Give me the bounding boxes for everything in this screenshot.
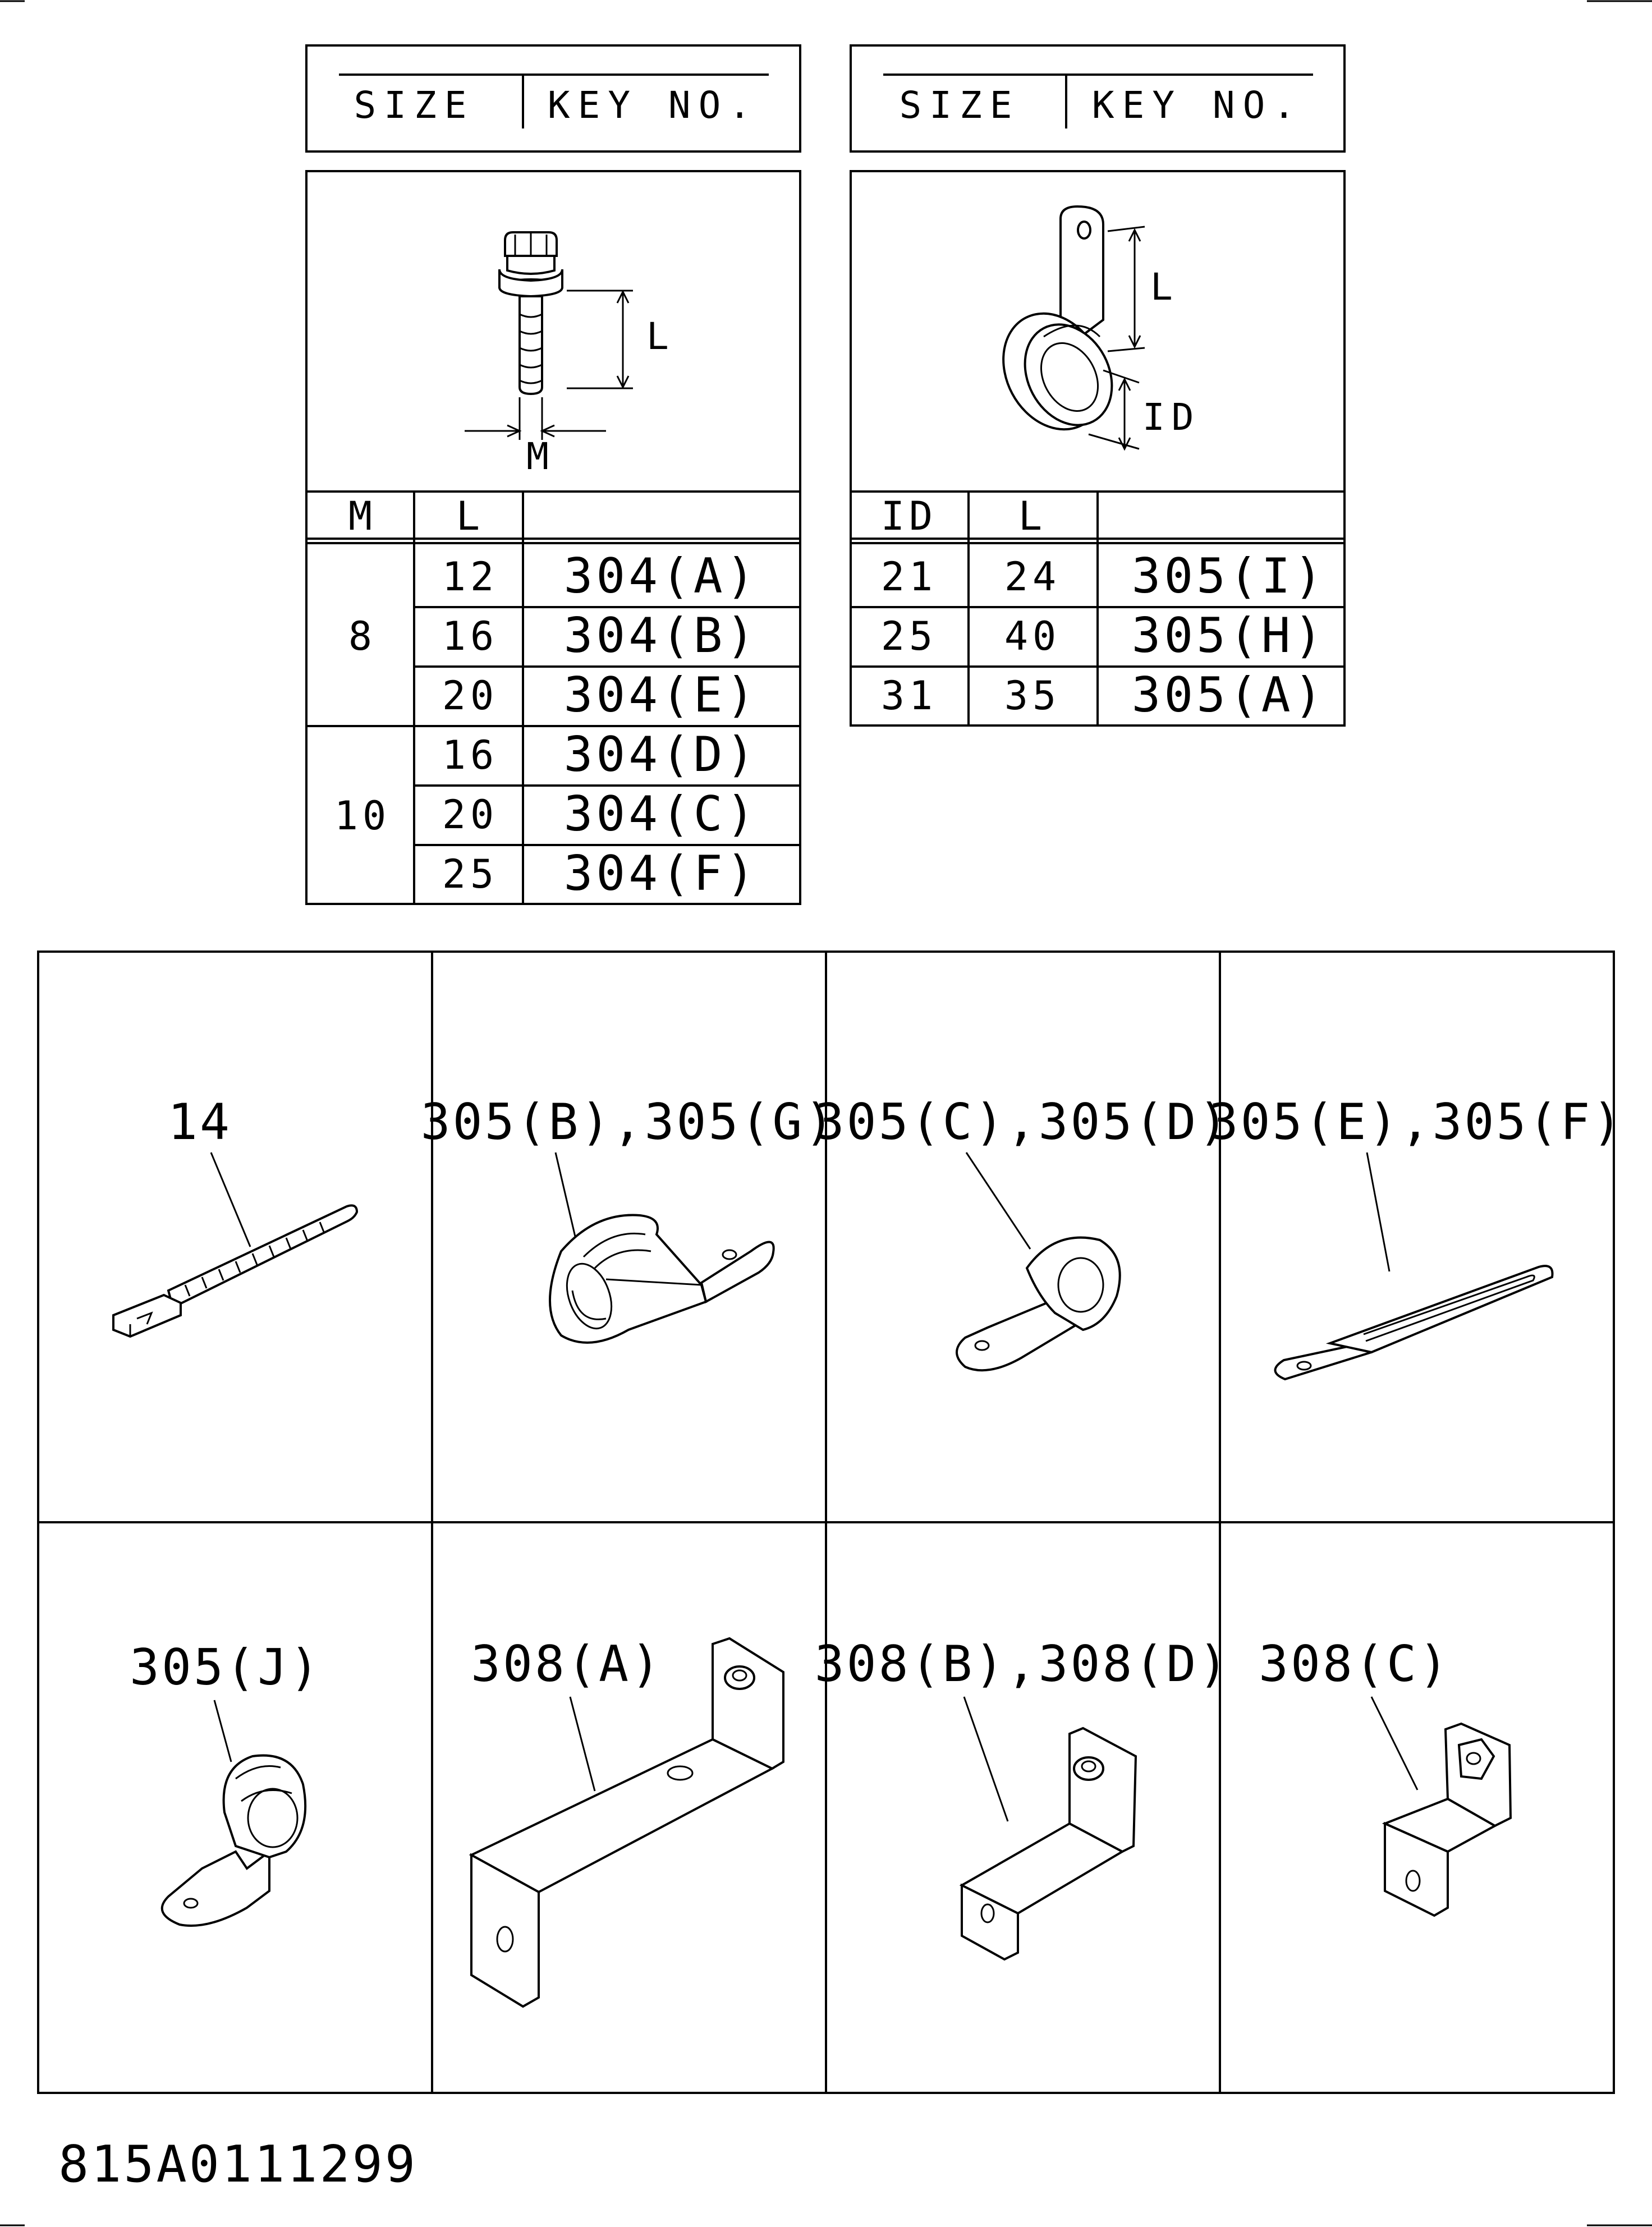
part-label: 305(E),305(F) <box>1208 1093 1625 1151</box>
part-label: 305(J) <box>130 1638 322 1696</box>
bolt-key-value: 304(A) <box>563 548 759 604</box>
bolt-key-value: 304(B) <box>563 608 759 664</box>
clamp-id-value: 31 <box>880 673 938 719</box>
part-cell-saddle-clamp <box>130 1638 322 1926</box>
bolt-l-value: 20 <box>442 792 499 838</box>
leader-line <box>964 1697 1008 1821</box>
clamp-size-table <box>851 45 1344 726</box>
clamp-l-value: 40 <box>1004 613 1061 659</box>
flat-strap-icon <box>1275 1266 1552 1379</box>
clamp-key-value: 305(A) <box>1131 667 1327 723</box>
part-label: 14 <box>168 1093 232 1151</box>
bolt-l-value: 25 <box>442 851 499 897</box>
saddle-clamp-icon <box>162 1756 305 1926</box>
clamp-l-value: 24 <box>1004 554 1061 600</box>
part-label: 308(B),308(D) <box>814 1635 1231 1693</box>
bolt-figure <box>499 232 562 394</box>
leader-line <box>211 1152 250 1247</box>
clamp-figure <box>984 206 1129 447</box>
leader-line <box>1371 1697 1417 1790</box>
bolt-l-value: 20 <box>442 673 499 719</box>
bolt-l-value: 16 <box>442 613 499 659</box>
bolt-length-label: L <box>646 315 669 358</box>
bolt-size-header: SIZE <box>354 84 475 127</box>
bolt-m-value: 10 <box>334 793 391 839</box>
clamp-key-value: 305(I) <box>1131 548 1327 604</box>
cable-tie-icon <box>113 1205 357 1337</box>
bolt-l-value: 16 <box>442 732 499 778</box>
bolt-key-value: 304(C) <box>563 786 759 842</box>
clamp-id-value: 21 <box>880 554 938 600</box>
bolt-col-l: L <box>456 493 485 539</box>
bolt-col-m: M <box>348 493 377 539</box>
bolt-size-table <box>306 45 800 904</box>
clamp-id-value: 25 <box>880 613 938 659</box>
clamp-col-id: ID <box>880 493 938 539</box>
part-cell-flat-strap <box>1209 1093 1625 1379</box>
part-cell-single-clamp <box>815 1093 1231 1370</box>
part-label: 305(C),305(D) <box>814 1093 1231 1151</box>
leader-line <box>570 1697 595 1791</box>
leader-line <box>214 1700 231 1762</box>
part-cell-double-loop-clamp <box>421 1093 837 1343</box>
drawing-code: 815A0111299 <box>58 2135 418 2194</box>
bolt-key-header: KEY NO. <box>547 84 759 127</box>
single-clamp-icon <box>957 1238 1120 1371</box>
bolt-length-dimension <box>567 291 633 388</box>
bolt-diameter-label: M <box>526 435 549 478</box>
part-cell-z-bracket-with-nut <box>815 1635 1231 1959</box>
bolt-key-value: 304(F) <box>563 846 759 902</box>
bolt-l-value: 12 <box>442 554 499 600</box>
part-cell-cable-tie <box>113 1093 357 1337</box>
small-bracket-nut-icon <box>1385 1724 1511 1916</box>
leader-line <box>1367 1152 1389 1271</box>
leader-line <box>556 1152 576 1239</box>
part-label: 308(A) <box>471 1635 663 1693</box>
bolt-m-value: 8 <box>348 613 377 659</box>
bolt-diameter-dimension <box>465 397 606 440</box>
clamp-key-value: 305(H) <box>1131 608 1327 664</box>
clamp-length-label: L <box>1150 265 1173 309</box>
clamp-key-header: KEY NO. <box>1091 84 1304 127</box>
bolt-key-value: 304(D) <box>563 727 759 783</box>
clamp-id-label: ID <box>1142 396 1201 439</box>
leader-line <box>966 1152 1030 1249</box>
clamp-size-header: SIZE <box>899 84 1020 127</box>
bolt-key-value: 304(E) <box>563 667 759 723</box>
part-cell-long-z-bracket <box>471 1635 783 2006</box>
part-cell-small-bracket-with-nut <box>1259 1635 1511 1916</box>
long-z-bracket-icon <box>471 1638 783 2006</box>
part-label: 305(B),305(G) <box>420 1093 837 1151</box>
part-label: 308(C) <box>1259 1635 1451 1693</box>
clamp-l-value: 35 <box>1004 673 1061 719</box>
double-loop-clamp-icon <box>550 1215 774 1343</box>
clamp-length-dimension <box>1108 227 1145 351</box>
clamp-col-l: L <box>1018 493 1047 539</box>
